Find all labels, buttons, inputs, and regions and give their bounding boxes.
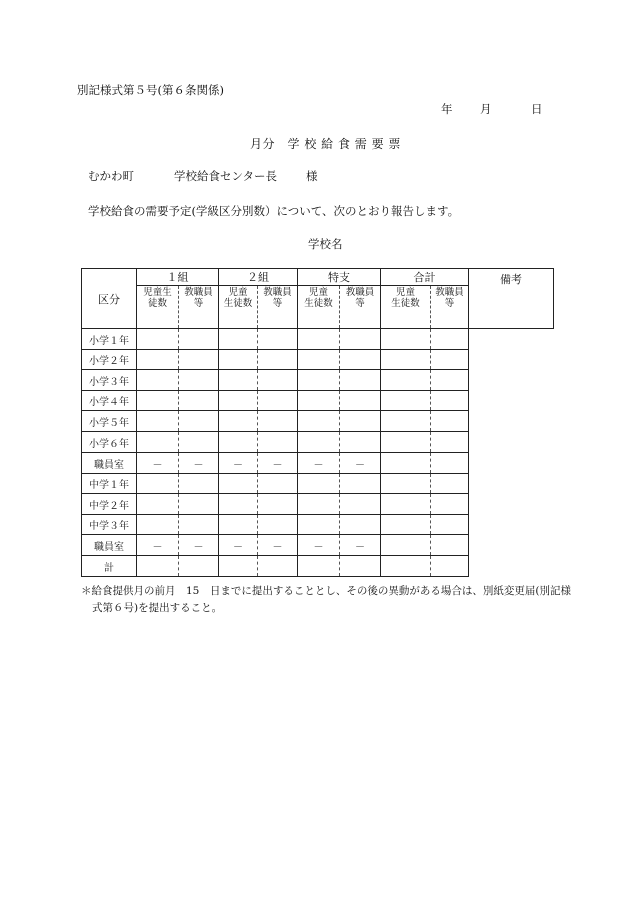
table-cell[interactable]: － xyxy=(298,453,340,474)
table-cell[interactable] xyxy=(137,494,179,515)
table-cell[interactable] xyxy=(431,329,469,350)
table-cell[interactable] xyxy=(179,391,219,411)
table-row xyxy=(82,494,554,515)
row-label: 職員室 xyxy=(82,453,137,474)
table-row xyxy=(82,453,554,474)
table-cell[interactable] xyxy=(137,515,179,535)
table-cell[interactable] xyxy=(179,515,219,535)
table-cell[interactable] xyxy=(340,411,381,432)
table-cell[interactable] xyxy=(381,535,431,556)
table-cell[interactable] xyxy=(137,329,179,350)
table-cell[interactable] xyxy=(219,474,258,494)
row-label: 小学３年 xyxy=(82,370,137,391)
table-cell[interactable] xyxy=(258,515,298,535)
subheader-staff: 教職員 等 xyxy=(431,286,469,329)
table-body xyxy=(82,329,554,577)
table-cell[interactable] xyxy=(258,329,298,350)
table-cell[interactable]: － xyxy=(298,535,340,556)
table-cell[interactable] xyxy=(298,515,340,535)
table-cell[interactable] xyxy=(431,515,469,535)
table-cell[interactable] xyxy=(298,370,340,391)
table-cell[interactable] xyxy=(340,556,381,577)
table-cell[interactable] xyxy=(431,391,469,411)
table-cell[interactable] xyxy=(381,556,431,577)
table-cell[interactable] xyxy=(179,329,219,350)
table-cell[interactable] xyxy=(258,391,298,411)
table-cell[interactable] xyxy=(258,432,298,453)
table-row xyxy=(82,391,554,411)
table-cell[interactable] xyxy=(179,370,219,391)
table-cell[interactable] xyxy=(179,556,219,577)
table-cell[interactable] xyxy=(298,494,340,515)
addressee-line xyxy=(88,168,318,184)
table-cell[interactable]: － xyxy=(179,535,219,556)
table-cell[interactable] xyxy=(179,411,219,432)
demand-table xyxy=(81,268,554,577)
row-label: 計 xyxy=(82,556,137,577)
table-cell[interactable] xyxy=(298,556,340,577)
table-cell[interactable]: － xyxy=(219,453,258,474)
row-label: 小学２年 xyxy=(82,350,137,370)
table-cell[interactable] xyxy=(179,432,219,453)
table-cell[interactable]: － xyxy=(340,453,381,474)
row-label: 小学４年 xyxy=(82,391,137,411)
table-cell[interactable] xyxy=(258,411,298,432)
table-row xyxy=(82,556,554,577)
footnote-line-1: ＊給食提供月の前月 15 日までに提出することとし、その後の異動がある場合は、別紙変更届(別記様 xyxy=(81,585,571,597)
table-cell[interactable] xyxy=(298,411,340,432)
table-cell[interactable] xyxy=(258,556,298,577)
table-header-row xyxy=(82,269,554,286)
table-cell[interactable] xyxy=(219,370,258,391)
row-label: 中学２年 xyxy=(82,494,137,515)
table-cell[interactable] xyxy=(258,474,298,494)
table-cell[interactable] xyxy=(258,350,298,370)
table-cell[interactable] xyxy=(219,411,258,432)
table-cell[interactable] xyxy=(431,474,469,494)
table-cell[interactable] xyxy=(137,432,179,453)
table-cell[interactable] xyxy=(137,411,179,432)
row-label: 小学１年 xyxy=(82,329,137,350)
date-line xyxy=(441,101,543,117)
table-cell[interactable]: － xyxy=(258,453,298,474)
table-cell[interactable] xyxy=(340,391,381,411)
table-cell[interactable] xyxy=(179,494,219,515)
body-text: 学校給食の需要予定(学級区分別数）について、次のとおり報告します。 xyxy=(88,204,460,218)
table-row xyxy=(82,535,554,556)
form-number: 別記様式第５号(第６条関係) xyxy=(77,83,224,97)
table-row xyxy=(82,329,554,350)
school-name-label: 学校名 xyxy=(308,237,343,251)
table-cell[interactable] xyxy=(179,474,219,494)
remarks-header: 備考 xyxy=(500,273,522,286)
remarks-column xyxy=(469,269,554,329)
table-cell[interactable] xyxy=(431,556,469,577)
table-cell[interactable] xyxy=(340,329,381,350)
table-cell[interactable] xyxy=(219,391,258,411)
table-cell[interactable]: － xyxy=(179,453,219,474)
group-header-2: ２組 xyxy=(219,269,298,286)
table-cell[interactable] xyxy=(340,350,381,370)
footnote-line-2: 式第６号)を提出すること。 xyxy=(92,602,223,614)
subheader-students: 児童 生徒数 xyxy=(381,286,431,329)
table-cell[interactable] xyxy=(431,535,469,556)
table-cell[interactable] xyxy=(137,474,179,494)
table-row xyxy=(82,515,554,535)
subheader-staff: 教職員 等 xyxy=(340,286,381,329)
subheader-students: 児童 生徒数 xyxy=(219,286,258,329)
subheader-students: 児童 生徒数 xyxy=(298,286,340,329)
table-cell[interactable] xyxy=(219,494,258,515)
table-cell[interactable] xyxy=(219,515,258,535)
table-cell[interactable] xyxy=(298,350,340,370)
table-cell[interactable] xyxy=(381,453,431,474)
table-cell[interactable] xyxy=(431,453,469,474)
table-cell[interactable] xyxy=(431,411,469,432)
group-header-1: １組 xyxy=(137,269,219,286)
addressee-honorific: 様 xyxy=(306,169,318,183)
table-cell[interactable] xyxy=(298,329,340,350)
table-cell[interactable] xyxy=(381,329,431,350)
table-cell[interactable] xyxy=(137,370,179,391)
subheader-students: 児童生 徒数 xyxy=(137,286,179,329)
addressee-town: むかわ町 xyxy=(88,169,134,183)
table-cell[interactable] xyxy=(340,474,381,494)
table-row xyxy=(82,350,554,370)
table-row xyxy=(82,370,554,391)
row-label: 小学５年 xyxy=(82,411,137,432)
row-label: 中学３年 xyxy=(82,515,137,535)
table-cell[interactable]: － xyxy=(219,535,258,556)
document-title: 月分 学 校 給 食 需 要 票 xyxy=(250,137,401,151)
table-cell[interactable]: － xyxy=(137,535,179,556)
table-cell[interactable]: － xyxy=(137,453,179,474)
subheader-staff: 教職員 等 xyxy=(258,286,298,329)
table-cell[interactable] xyxy=(431,350,469,370)
table-cell[interactable] xyxy=(219,556,258,577)
table-cell[interactable] xyxy=(298,474,340,494)
table-cell[interactable] xyxy=(381,411,431,432)
table-cell[interactable] xyxy=(381,515,431,535)
date-day-label: 日 xyxy=(531,102,543,116)
table-cell[interactable] xyxy=(298,432,340,453)
table-cell[interactable] xyxy=(219,329,258,350)
table-cell[interactable] xyxy=(381,474,431,494)
table-cell[interactable]: － xyxy=(258,535,298,556)
table-cell[interactable] xyxy=(298,391,340,411)
table-cell[interactable] xyxy=(340,515,381,535)
table-cell[interactable] xyxy=(258,494,298,515)
table-cell[interactable] xyxy=(137,391,179,411)
date-month-label: 月 xyxy=(480,102,492,116)
group-header-special: 特支 xyxy=(298,269,381,286)
table-cell[interactable] xyxy=(381,350,431,370)
table-cell[interactable] xyxy=(431,370,469,391)
table-cell[interactable] xyxy=(381,432,431,453)
table-cell[interactable] xyxy=(340,432,381,453)
table-cell[interactable] xyxy=(258,370,298,391)
table-row xyxy=(82,411,554,432)
table-cell[interactable]: － xyxy=(340,535,381,556)
table-cell[interactable] xyxy=(137,350,179,370)
group-header-total: 合計 xyxy=(381,269,469,286)
table-cell[interactable] xyxy=(381,391,431,411)
category-header: 区分 xyxy=(82,269,137,329)
row-label: 中学１年 xyxy=(82,474,137,494)
row-label: 小学６年 xyxy=(82,432,137,453)
subheader-staff: 教職員 等 xyxy=(179,286,219,329)
table-row xyxy=(82,474,554,494)
row-label: 職員室 xyxy=(82,535,137,556)
table-cell[interactable] xyxy=(381,494,431,515)
date-year-label: 年 xyxy=(441,102,453,116)
table-cell[interactable] xyxy=(340,370,381,391)
table-cell[interactable] xyxy=(431,494,469,515)
table-cell[interactable] xyxy=(219,350,258,370)
table-cell[interactable] xyxy=(340,494,381,515)
table-cell[interactable] xyxy=(219,432,258,453)
table-cell[interactable] xyxy=(137,556,179,577)
table-cell[interactable] xyxy=(179,350,219,370)
table-cell[interactable] xyxy=(381,370,431,391)
table-cell[interactable] xyxy=(431,432,469,453)
table-row xyxy=(82,432,554,453)
addressee-recipient: 学校給食センター長 xyxy=(174,169,278,183)
